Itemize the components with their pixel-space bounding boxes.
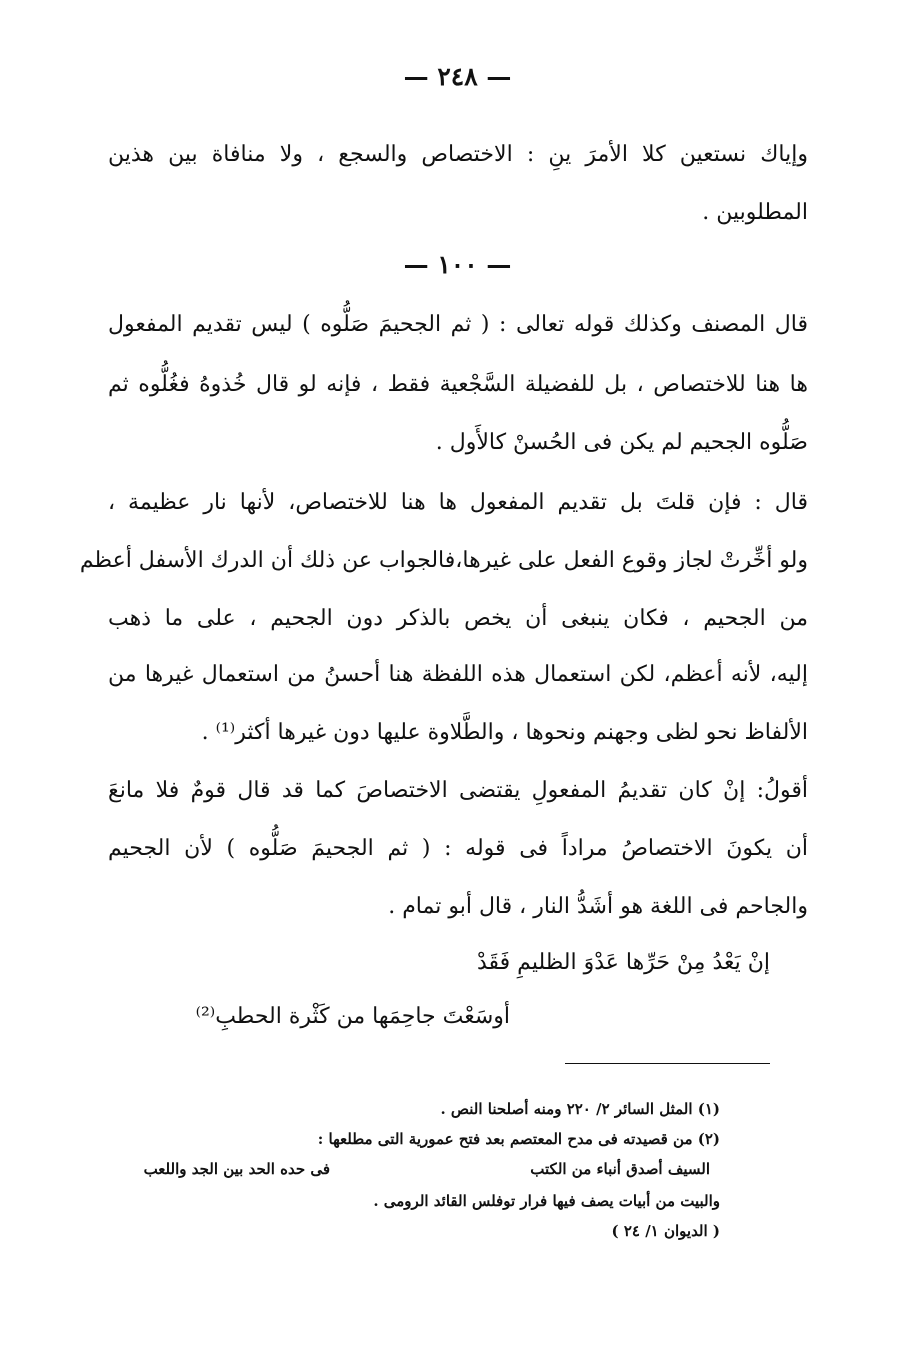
text-line: من الجحيم ، فكان ينبغى أن يخص بالذكر دون الجحيم ، على ما ذهب xyxy=(108,606,808,631)
footnote-verse-first-hemistich: السيف أصدق أنباء من الكتب xyxy=(530,1160,710,1178)
poem-verse-second-hemistich: أوسَعْتَ جاحِمَها من كَثْرة الحطبِ⁽²⁾ xyxy=(195,1004,510,1029)
text-line: وإياك نستعين كلا الأمرَ ينِ : الاختصاص والسجع ، ولا منافاة بين هذين xyxy=(108,142,808,167)
text-line: أقولُ: إنْ كان تقديمُ المفعولِ يقتضى الاختصاصَ كما قد قال قومٌ فلا مانعَ xyxy=(108,778,808,803)
text-line: قال : فإن قلتَ بل تقديم المفعول ها هنا للاختصاص، لأنها نار عظيمة ، xyxy=(108,490,808,515)
footnote-2-continuation: والبيت من أبيات يصف فيها فرار توفلس القائد الرومى . xyxy=(373,1192,720,1210)
text-line: ها هنا للاختصاص ، بل للفضيلة السَّجْعية فقط ، فإنه لو قال خُذوهُ فغُلُّوه ثم xyxy=(108,372,808,397)
text-line: ولو أخِّرتْ لجاز وقوع الفعل على غيرها،فالجواب عن ذلك أن الدرك الأسفل أعظم xyxy=(79,548,808,573)
text-line: قال المصنف وكذلك قوله تعالى : ( ثم الجحيمَ صَلُّوه ) ليس تقديم المفعول xyxy=(108,312,808,337)
poem-verse-first-hemistich: إنْ يَعْدُ مِنْ حَرِّها عَدْوَ الظليمِ فَقَدْ xyxy=(476,950,770,975)
text-line: أن يكونَ الاختصاصُ مراداً فى قوله : ( ثم الجحيمَ صَلُّوه ) لأن الجحيم xyxy=(108,836,808,861)
footnote-verse-second-hemistich: فى حده الحد بين الجد واللعب xyxy=(143,1160,330,1178)
footnote-separator xyxy=(565,1063,770,1064)
text-line: المطلوبين . xyxy=(702,200,808,225)
section-number: — ١٠٠ — xyxy=(403,250,512,279)
text-line: إليه، لأنه أعظم، لكن استعمال هذه اللفظة هنا أحسنُ من استعمال غيرها من xyxy=(108,662,808,687)
footnote-2: (٢) من قصيدته فى مدح المعتصم بعد فتح عمورية التى مطلعها : xyxy=(317,1130,720,1148)
text-line: الألفاظ نحو لظى وجهنم ونحوها ، والطَّلاوة عليها دون غيرها أكثر⁽¹⁾ . xyxy=(201,720,808,745)
page-number: — ٢٤٨ — xyxy=(403,62,512,91)
text-line: والجاحم فى اللغة هو أشَدُّ النار ، قال أبو تمام . xyxy=(388,894,808,919)
footnote-2-source: ( الديوان ١/ ٢٤ ) xyxy=(611,1222,720,1240)
footnote-1: (١) المثل السائر ٢/ ٢٢٠ ومنه أصلحنا النص . xyxy=(440,1100,720,1118)
text-line: صَلُّوه الجحيم لم يكن فى الحُسنْ كالأَول . xyxy=(435,430,808,455)
